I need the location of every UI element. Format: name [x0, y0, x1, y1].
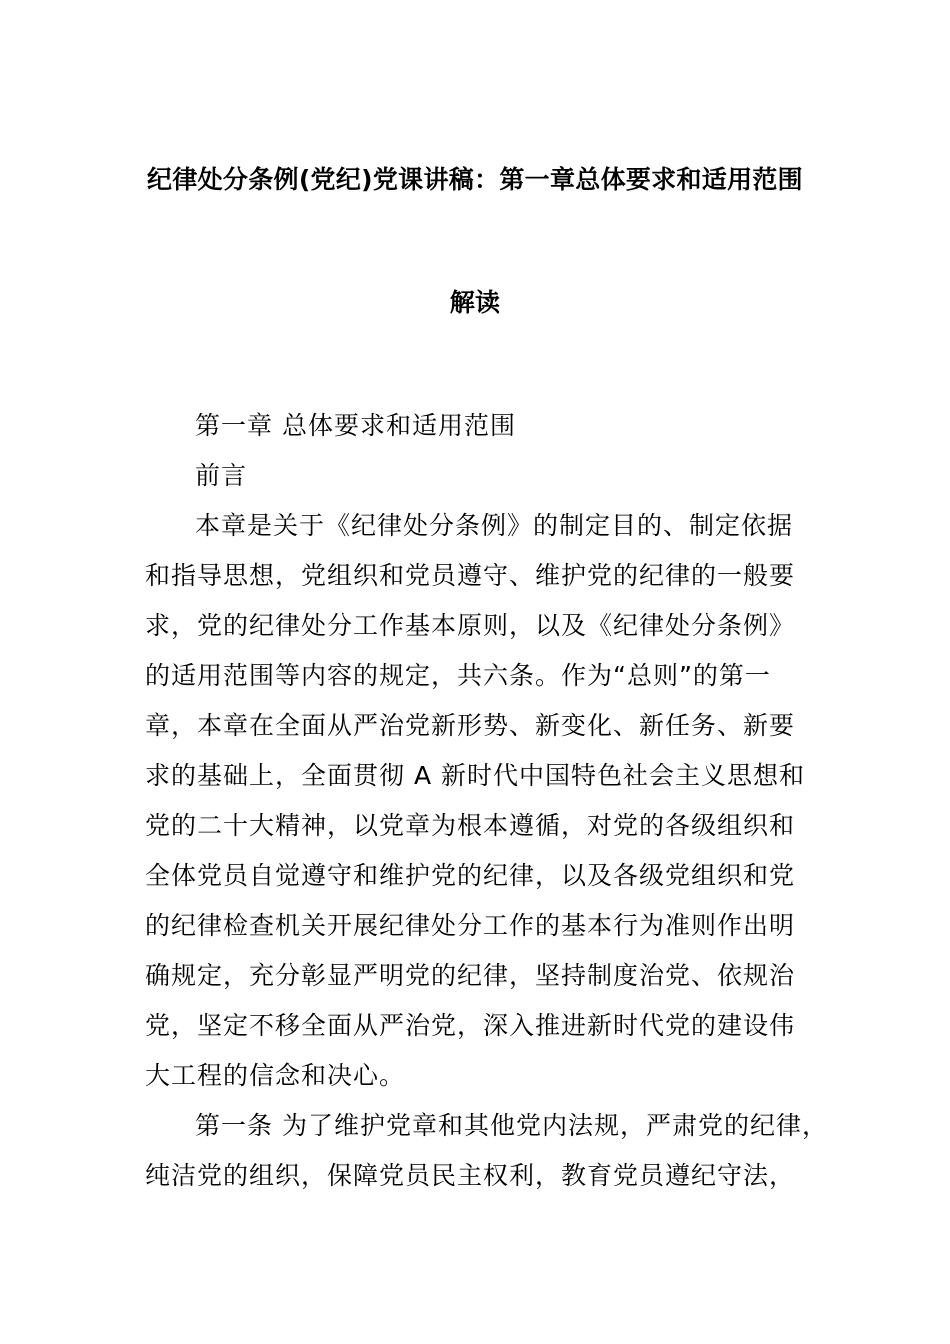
paragraph-1-line: 大工程的信念和决心。	[145, 1061, 406, 1090]
paragraph-1-line: 求的基础上，全面贯彻 A 新时代中国特色社会主义思想和	[145, 761, 805, 790]
paragraph-1-line: 党，坚定不移全面从严治党，深入推进新时代党的建设伟	[145, 1011, 796, 1040]
paragraph-1-line: 本章是关于《纪律处分条例》的制定目的、制定依据	[195, 511, 794, 540]
document-title-line-1: 纪律处分条例(党纪)党课讲稿：第一章总体要求和适用范围	[147, 165, 803, 194]
document-title-line-2: 解读	[449, 288, 501, 317]
paragraph-1-line: 确规定，充分彰显严明党的纪律，坚持制度治党、依规治	[145, 961, 796, 990]
paragraph-2-line: 纯洁党的组织，保障党员民主权利，教育党员遵纪守法，	[145, 1161, 796, 1190]
paragraph-2-line: 第一条 为了维护党章和其他党内法规，严肃党的纪律，	[195, 1111, 828, 1140]
paragraph-1-line: 和指导思想，党组织和党员遵守、维护党的纪律的一般要	[145, 561, 796, 590]
paragraph-1-line: 的适用范围等内容的规定，共六条。作为“总则”的第一	[145, 661, 771, 690]
paragraph-1-line: 章，本章在全面从严治党新形势、新变化、新任务、新要	[145, 711, 796, 740]
paragraph-1-line: 求，党的纪律处分工作基本原则，以及《纪律处分条例》	[145, 611, 796, 640]
paragraph-1-line: 的纪律检查机关开展纪律处分工作的基本行为准则作出明	[145, 911, 796, 940]
paragraph-1-line: 党的二十大精神，以党章为根本遵循，对党的各级组织和	[145, 811, 796, 840]
preface-label: 前言	[195, 461, 248, 490]
paragraph-1-line: 全体党员自觉遵守和维护党的纪律，以及各级党组织和党	[145, 861, 796, 890]
chapter-heading: 第一章 总体要求和适用范围	[195, 411, 516, 440]
